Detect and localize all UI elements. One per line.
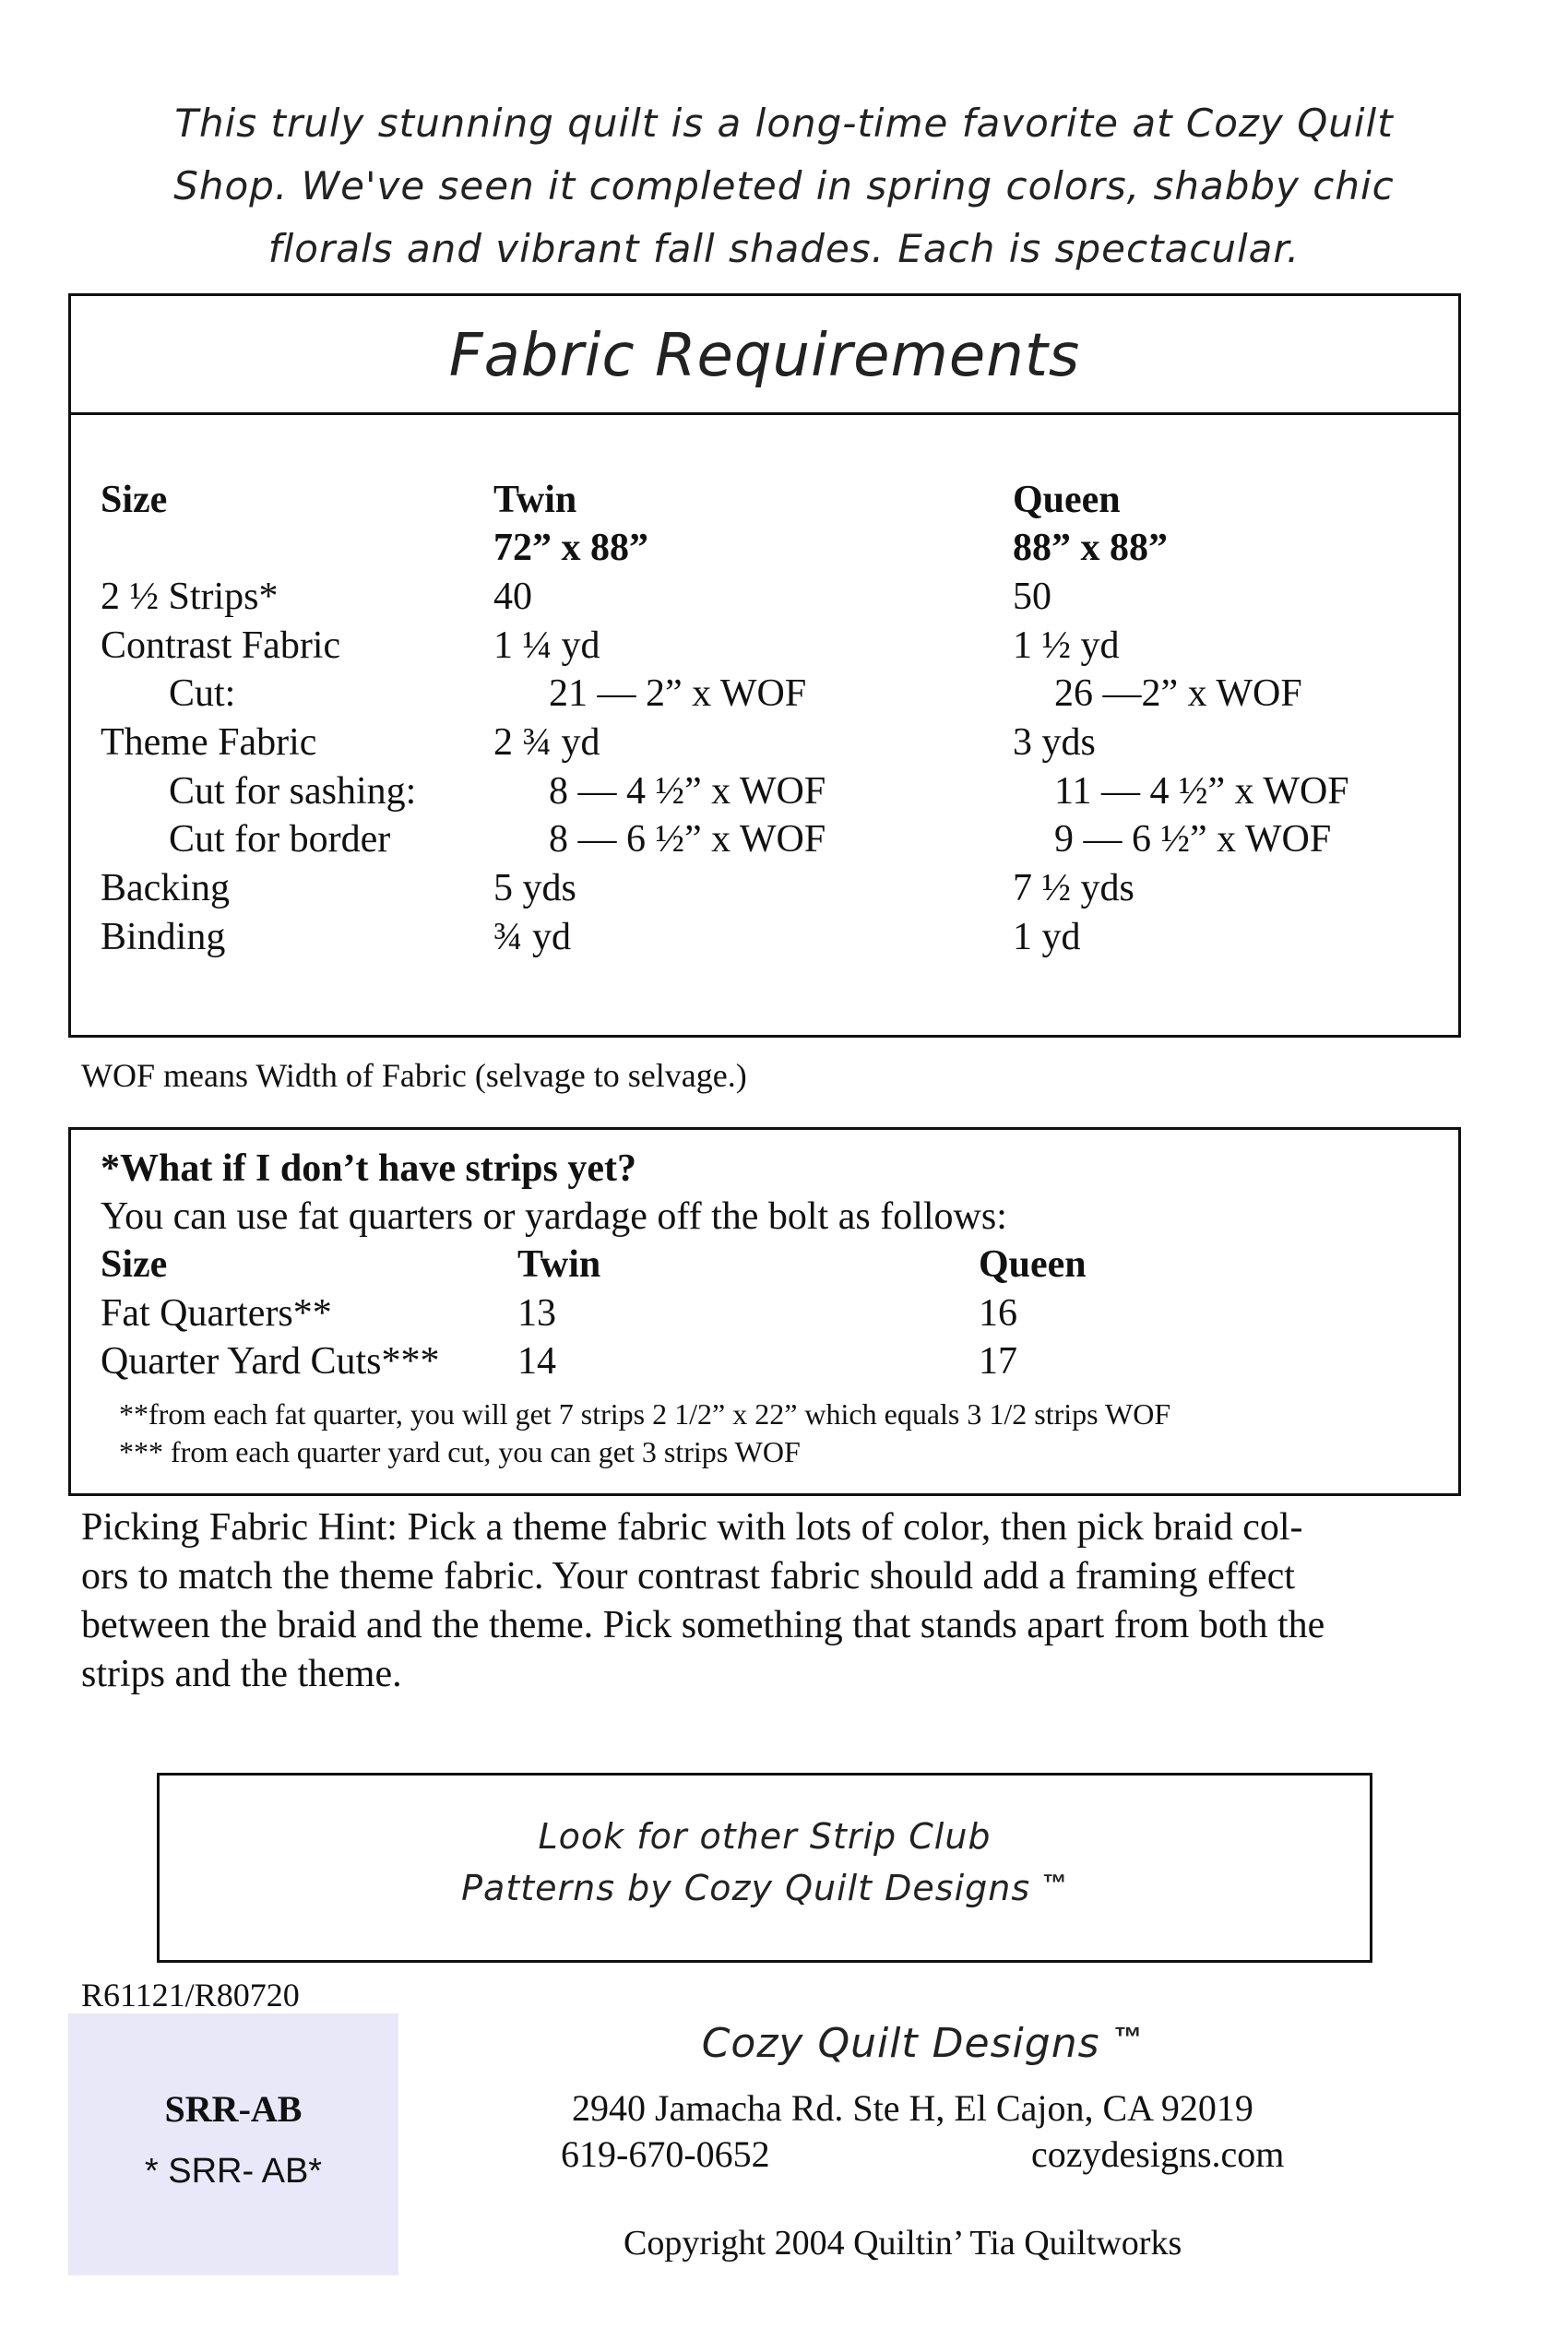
product-code-box	[68, 2013, 398, 2275]
hint-line: between the braid and the theme. Pick something that stands apart from both the	[81, 1604, 1325, 1646]
company-name	[572, 2020, 1273, 2067]
row-twin: 8 — 4 ½” x WOF	[549, 770, 826, 813]
product-code: SRR-AB	[164, 2088, 303, 2130]
row-queen: 1 yd	[1013, 916, 1081, 958]
strips-footnote: **from each fat quarter, you will get 7 strips 2 1/2” x 22” which equals 3 1/2 strips WOF	[119, 1397, 1171, 1431]
row-label: Cut for border	[169, 818, 391, 861]
hint-line: Picking Fabric Hint: Pick a theme fabric with lots of color, then pick braid col-	[81, 1506, 1303, 1549]
row-twin: ¾ yd	[493, 916, 571, 958]
trademark-symbol: ™	[1113, 2021, 1144, 2054]
row-label: Theme Fabric	[101, 721, 317, 764]
intro-line: Shop. We've seen it completed in spring colors, shabby chic	[173, 163, 1395, 208]
row-label: Contrast Fabric	[101, 624, 341, 667]
other-patterns-line: Look for other Strip Club	[538, 1816, 992, 1857]
barcode-text: * SRR- AB*	[144, 2152, 323, 2191]
row-twin: 40	[493, 576, 532, 618]
strips-header-queen: Queen	[979, 1243, 1087, 1286]
header-twin: Twin	[493, 479, 577, 521]
row-queen: 11 — 4 ½” x WOF	[1054, 770, 1349, 813]
row-twin: 2 ¾ yd	[493, 721, 600, 764]
row-twin: 8 — 6 ½” x WOF	[549, 818, 826, 861]
row-label: Cut:	[169, 672, 236, 715]
company-phone: 619-670-0652	[561, 2133, 770, 2175]
fabric-requirements-table	[68, 412, 1461, 1038]
other-patterns-box	[157, 1773, 1372, 1963]
strips-row-twin: 13	[517, 1292, 556, 1335]
strips-intro: You can use fat quarters or yardage off the bolt as follows:	[101, 1195, 1007, 1238]
fabric-requirements-title: Fabric Requirements	[448, 322, 1081, 390]
row-label: Binding	[101, 916, 226, 958]
header-queen: Queen	[1013, 479, 1121, 521]
row-label: 2 ½ Strips*	[101, 576, 279, 618]
intro-text	[83, 92, 1485, 280]
intro-line: This truly stunning quilt is a long-time favorite at Cozy Quilt	[174, 101, 1394, 146]
row-label: Cut for sashing:	[169, 770, 417, 813]
strips-row-label: Quarter Yard Cuts***	[101, 1340, 440, 1383]
company-website: cozydesigns.com	[1031, 2133, 1285, 2175]
other-patterns-line	[160, 1868, 1370, 1908]
hint-line: ors to match the theme fabric. Your contrast fabric should add a framing effect	[81, 1555, 1295, 1598]
wof-note: WOF means Width of Fabric (selvage to selvage.)	[81, 1057, 747, 1094]
copyright: Copyright 2004 Quiltin’ Tia Quiltworks	[624, 2224, 1182, 2263]
intro-line: florals and vibrant fall shades. Each is spectacular.	[267, 226, 1301, 271]
header-size: Size	[101, 479, 168, 521]
row-twin: 21 — 2” x WOF	[549, 672, 807, 715]
strips-header-twin: Twin	[517, 1243, 601, 1286]
hint-line: strips and the theme.	[81, 1653, 402, 1695]
row-twin: 5 yds	[493, 867, 576, 909]
other-patterns-text: Patterns by Cozy Quilt Designs	[461, 1868, 1031, 1908]
strips-question: *What if I don’t have strips yet?	[101, 1147, 637, 1190]
row-queen: 9 — 6 ½” x WOF	[1054, 818, 1332, 861]
row-queen: 1 ½ yd	[1013, 624, 1120, 667]
row-queen: 26 —2” x WOF	[1054, 672, 1302, 715]
header-queen-dims: 88” x 88”	[1013, 527, 1168, 569]
row-label: Backing	[101, 867, 230, 909]
strips-alternative-box	[68, 1127, 1461, 1496]
row-queen: 3 yds	[1013, 721, 1096, 764]
trademark-symbol: ™	[1042, 1869, 1068, 1897]
strips-row-label: Fat Quarters**	[101, 1292, 332, 1335]
company-address: 2940 Jamacha Rd. Ste H, El Cajon, CA 92019	[572, 2087, 1253, 2129]
strips-header-size: Size	[101, 1243, 168, 1286]
company-name-text: Cozy Quilt Designs	[701, 2020, 1100, 2067]
row-twin: 1 ¼ yd	[493, 624, 600, 667]
row-queen: 7 ½ yds	[1013, 867, 1134, 909]
strips-row-queen: 16	[979, 1292, 1017, 1335]
row-queen: 50	[1013, 576, 1051, 618]
fabric-hint	[81, 1503, 1455, 1699]
strips-footnote: *** from each quarter yard cut, you can get 3 strips WOF	[119, 1435, 801, 1468]
fabric-requirements-title-box	[68, 293, 1461, 415]
revision-code: R61121/R80720	[81, 1977, 300, 2013]
header-twin-dims: 72” x 88”	[493, 527, 648, 569]
strips-row-queen: 17	[979, 1340, 1017, 1383]
strips-row-twin: 14	[517, 1340, 556, 1383]
